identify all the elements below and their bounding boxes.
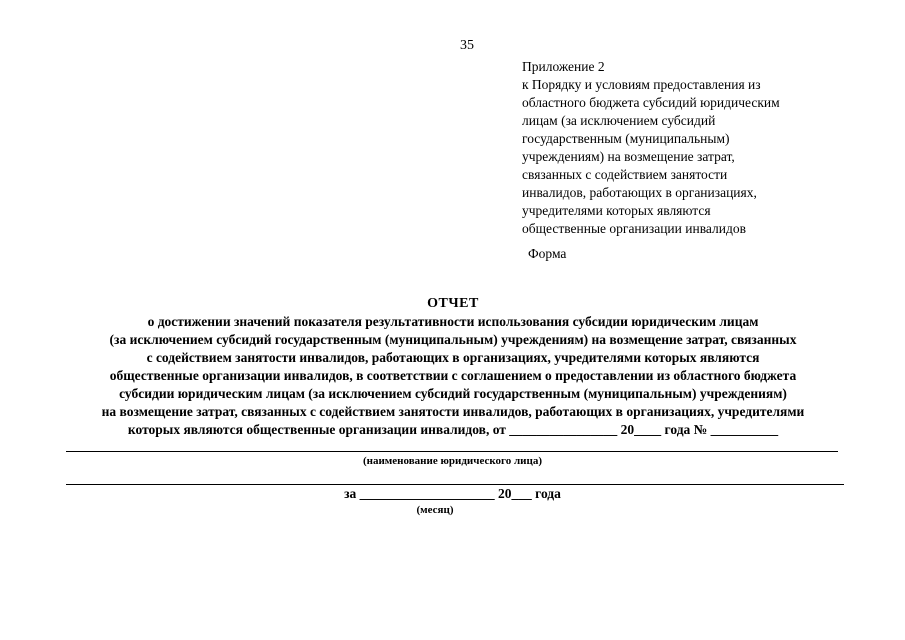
appendix-line: лицам (за исключением субсидий [522,113,716,128]
appendix-line: учреждениям) на возмещение затрат, [522,149,735,164]
form-label: Форма [528,246,567,261]
appendix-line: учредителями которых являются [522,203,711,218]
appendix-line: общественные организации инвалидов [522,221,746,236]
page-number: 35 [460,38,474,53]
month-caption: (месяц) [416,504,454,516]
appendix-header [522,58,842,238]
period-line: за ____________________ 20___ года [344,486,561,501]
report-line: субсидии юридическим лицам (за исключением субсидий государственным (муниципальным) учреждениям) [119,386,787,401]
report-heading [40,295,866,439]
appendix-line: к Порядку и условиям предоставления из [522,77,761,92]
appendix-line: областного бюджета субсидий юридическим [522,95,780,110]
appendix-line: связанных с содействием занятости [522,167,728,182]
report-title: ОТЧЕТ [427,296,479,311]
legal-entity-fill-line [66,451,838,452]
report-line: о достижении значений показателя результативности использования субсидии юридическим лицам [147,314,759,329]
report-line: с содействием занятости инвалидов, работающих в организациях, учредителями которых являются [146,350,760,365]
appendix-line: Приложение 2 [522,59,605,74]
second-fill-line [66,484,844,485]
report-line: (за исключением субсидий государственным (муниципальным) учреждениям) на возмещение затрат, связанных [109,332,797,347]
appendix-line: государственным (муниципальным) [522,131,730,146]
legal-entity-caption: (наименование юридического лица) [362,455,543,467]
report-line: на возмещение затрат, связанных с содействием занятости инвалидов, работающих в организациях, учредителями [101,404,805,419]
report-line: которых являются общественные организации инвалидов, от ________________ 20____ года № __________ [127,422,779,437]
report-line: общественные организации инвалидов, в соответствии с соглашением о предоставлении из областного бюджета [109,368,797,383]
appendix-line: инвалидов, работающих в организациях, [522,185,757,200]
